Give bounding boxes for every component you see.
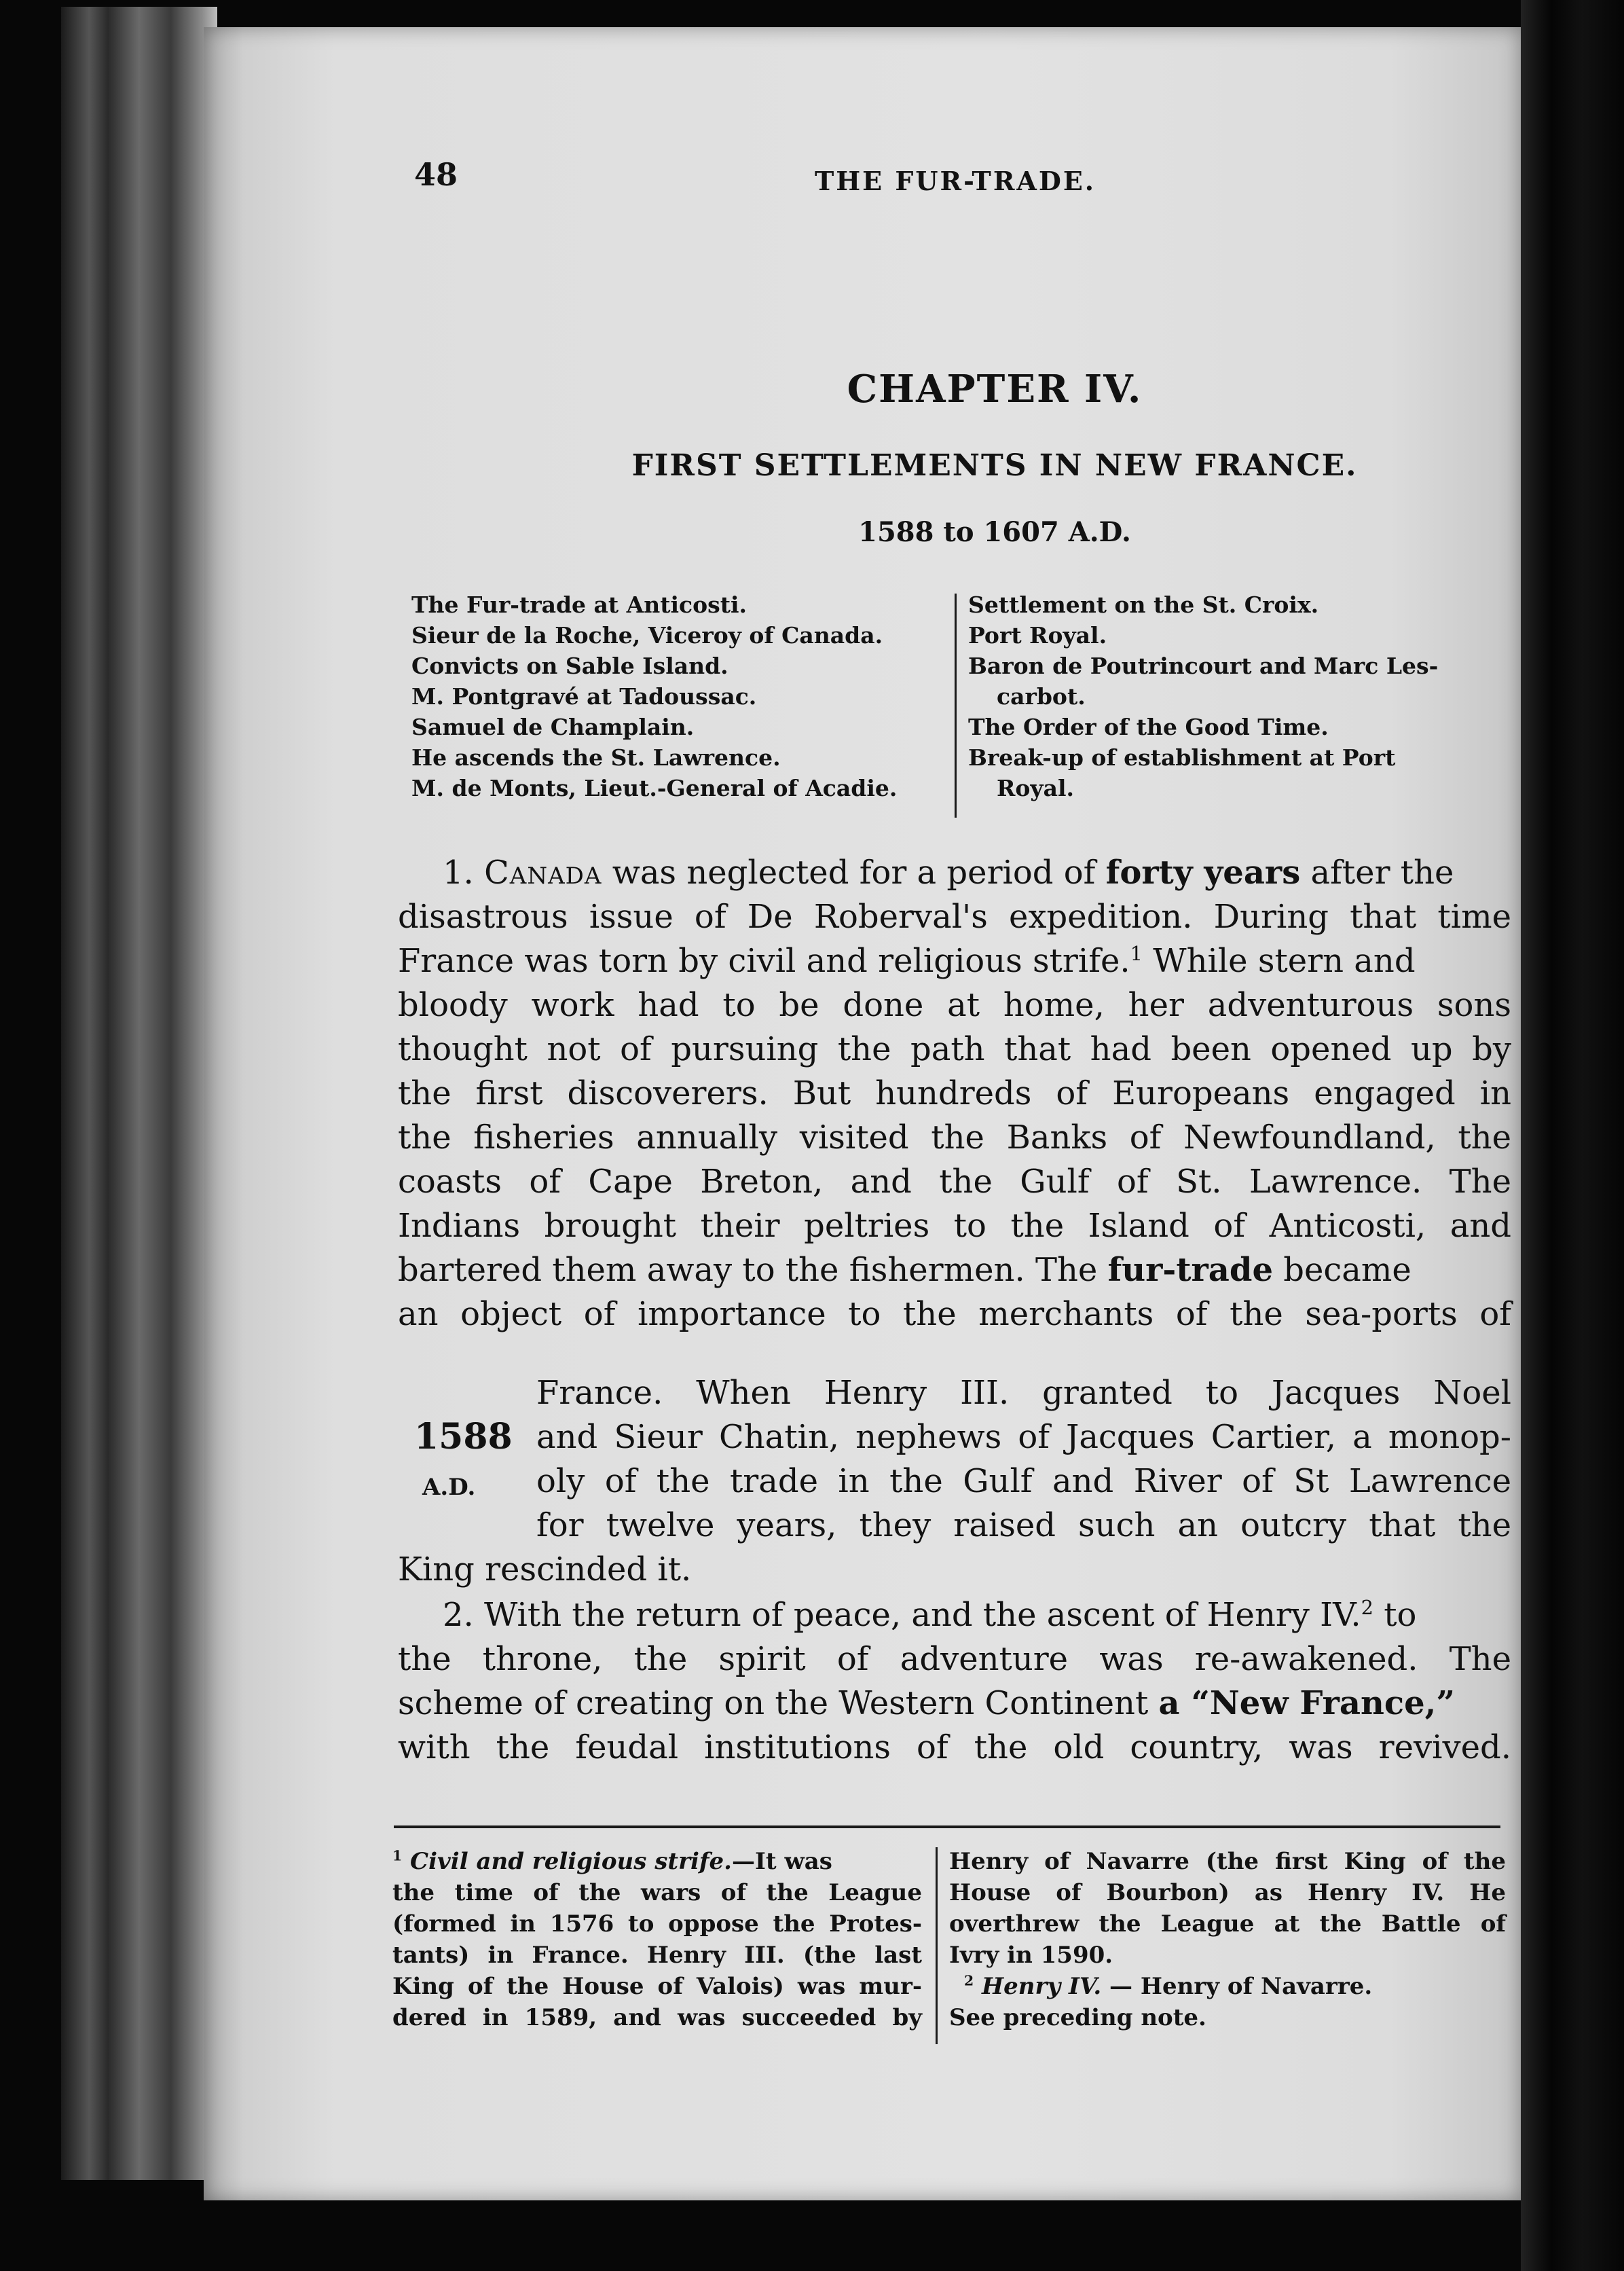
footnote-divider — [936, 1847, 938, 2044]
contents-item: Baron de Poutrincourt and Marc Les- — [968, 653, 1439, 679]
footnote-line: tants) in France. Henry III. (the last — [392, 1942, 922, 1969]
text-run: after the — [1300, 854, 1454, 892]
chapter-dates: 1588 to 1607 A.D. — [858, 516, 1131, 548]
lead-word: Canada — [484, 854, 602, 892]
text-line: King rescinded it. — [398, 1550, 692, 1588]
footnote-ref: 2 — [1361, 1596, 1373, 1619]
paragraph-1 — [398, 851, 1511, 1337]
text-run: France was torn by civil and religious strife. — [398, 942, 1130, 980]
footnote-column-left — [392, 1846, 922, 2033]
text-line — [398, 1248, 1511, 1292]
contents-item: Royal. — [997, 775, 1075, 801]
text-line: coasts of Cape Breton, and the Gulf of St. Lawrence. The — [398, 1163, 1511, 1201]
footnote-line: (formed in 1576 to oppose the Protes- — [392, 1910, 922, 1938]
footnotes — [392, 1846, 1506, 2050]
paragraph-1-side-block — [536, 1371, 1511, 1548]
contents-item: The Fur-trade at Anticosti. — [411, 592, 747, 618]
text-run: — Henry of Navarre. — [1101, 1973, 1373, 2000]
book-binding — [61, 7, 217, 2180]
chapter-number: CHAPTER IV. — [847, 367, 1143, 412]
page-number: 48 — [414, 156, 458, 193]
text-line: thought not of pursuing the path that had been opened up by — [398, 1030, 1511, 1068]
footnote-line: House of Bourbon) as Henry IV. He — [949, 1879, 1506, 1906]
footnote-line: Henry of Navarre (the first King of the — [949, 1848, 1506, 1875]
footnote-title: Henry IV. — [982, 1973, 1102, 2000]
emphasis-fur-trade: fur-trade — [1107, 1251, 1273, 1289]
margin-year: 1588 — [414, 1416, 513, 1457]
text-run: to — [1373, 1596, 1417, 1634]
emphasis-forty-years: forty years — [1105, 854, 1301, 892]
text-line: and Sieur Chatin, nephews of Jacques Cartier, a monop- — [536, 1418, 1511, 1456]
text-line: the first discoverers. But hundreds of Europeans engaged in — [398, 1074, 1511, 1112]
contents-item: Convicts on Sable Island. — [411, 653, 728, 679]
contents-item: Port Royal. — [968, 622, 1107, 649]
contents-item: M. de Monts, Lieut.-General of Acadie. — [411, 775, 898, 801]
footnote-rule — [394, 1825, 1500, 1828]
footnote-marker: 2 — [964, 1972, 974, 1989]
contents-item: Break-up of establishment at Port — [968, 744, 1396, 771]
text-run: bartered them away to the fishermen. The — [398, 1251, 1108, 1289]
text-line: with the feudal institutions of the old country, was revived. — [398, 1728, 1511, 1766]
scan-edge — [1521, 0, 1624, 2271]
emphasis-new-france: a “New France,” — [1158, 1684, 1455, 1722]
footnote-title: Civil and religious strife. — [410, 1848, 733, 1875]
footnote-marker: 1 — [392, 1847, 403, 1864]
footnote-line: Ivry in 1590. — [949, 1942, 1113, 1969]
footnote-line: dered in 1589, and was succeeded by — [392, 2004, 922, 2031]
contents-item: M. Pontgravé at Tadoussac. — [411, 683, 757, 710]
text-line — [398, 851, 1511, 895]
footnote-line — [949, 1971, 1506, 2002]
text-run: While stern and — [1142, 942, 1416, 980]
running-head — [204, 156, 1521, 197]
text-line: for twelve years, they raised such an outcry that the — [536, 1506, 1511, 1544]
paragraph-1-tail — [398, 1548, 1511, 1592]
contents-item: Sieur de la Roche, Viceroy of Canada. — [411, 622, 883, 649]
footnote-column-right — [949, 1846, 1506, 2033]
contents-item: carbot. — [997, 683, 1086, 710]
text-run: became — [1273, 1251, 1411, 1289]
text-line: the fisheries annually visited the Banks of Newfoundland, the — [398, 1119, 1511, 1157]
chapter-title: FIRST SETTLEMENTS IN NEW FRANCE. — [631, 448, 1358, 483]
contents-item: He ascends the St. Lawrence. — [411, 744, 781, 771]
footnote-line: the time of the wars of the League — [392, 1879, 922, 1906]
margin-era: A.D. — [422, 1474, 476, 1501]
text-run: —It was — [732, 1848, 832, 1875]
footnote-line: overthrew the League at the Battle of — [949, 1910, 1506, 1938]
footnote-line: King of the House of Valois) was mur- — [392, 1973, 922, 2000]
text-run: scheme of creating on the Western Continent — [398, 1684, 1159, 1722]
text-line: the throne, the spirit of adventure was re-awakened. The — [398, 1640, 1511, 1678]
footnote-ref: 1 — [1130, 942, 1143, 965]
contents-column-right — [968, 589, 1505, 803]
footnote-line: See preceding note. — [949, 2004, 1206, 2031]
text-line — [398, 939, 1511, 983]
contents-item: The Order of the Good Time. — [968, 714, 1329, 740]
chapter-contents — [411, 589, 1505, 827]
text-line: disastrous issue of De Roberval's expedition. During that time — [398, 898, 1511, 936]
text-line: an object of importance to the merchants of the sea-ports of — [398, 1295, 1511, 1333]
text-line: oly of the trade in the Gulf and River of St Lawrence — [536, 1462, 1511, 1500]
text-run: was neglected for a period of — [602, 854, 1106, 892]
contents-item: Settlement on the St. Croix. — [968, 592, 1319, 618]
text-line — [398, 1593, 1511, 1637]
paragraph-number: 1. — [443, 854, 474, 892]
contents-divider — [955, 594, 957, 818]
contents-item: Samuel de Champlain. — [411, 714, 695, 740]
contents-column-left — [411, 589, 948, 803]
paragraph-2 — [398, 1593, 1511, 1770]
text-line: France. When Henry III. granted to Jacques Noel — [536, 1374, 1511, 1412]
running-title: THE FUR-TRADE. — [815, 166, 1096, 196]
text-line — [398, 1682, 1511, 1726]
footnote-line — [392, 1846, 922, 1877]
text-line: bloody work had to be done at home, her adventurous sons — [398, 986, 1511, 1024]
text-line: Indians brought their peltries to the Island of Anticosti, and — [398, 1207, 1511, 1245]
text-run: 2. With the return of peace, and the ascent of Henry IV. — [443, 1596, 1361, 1634]
